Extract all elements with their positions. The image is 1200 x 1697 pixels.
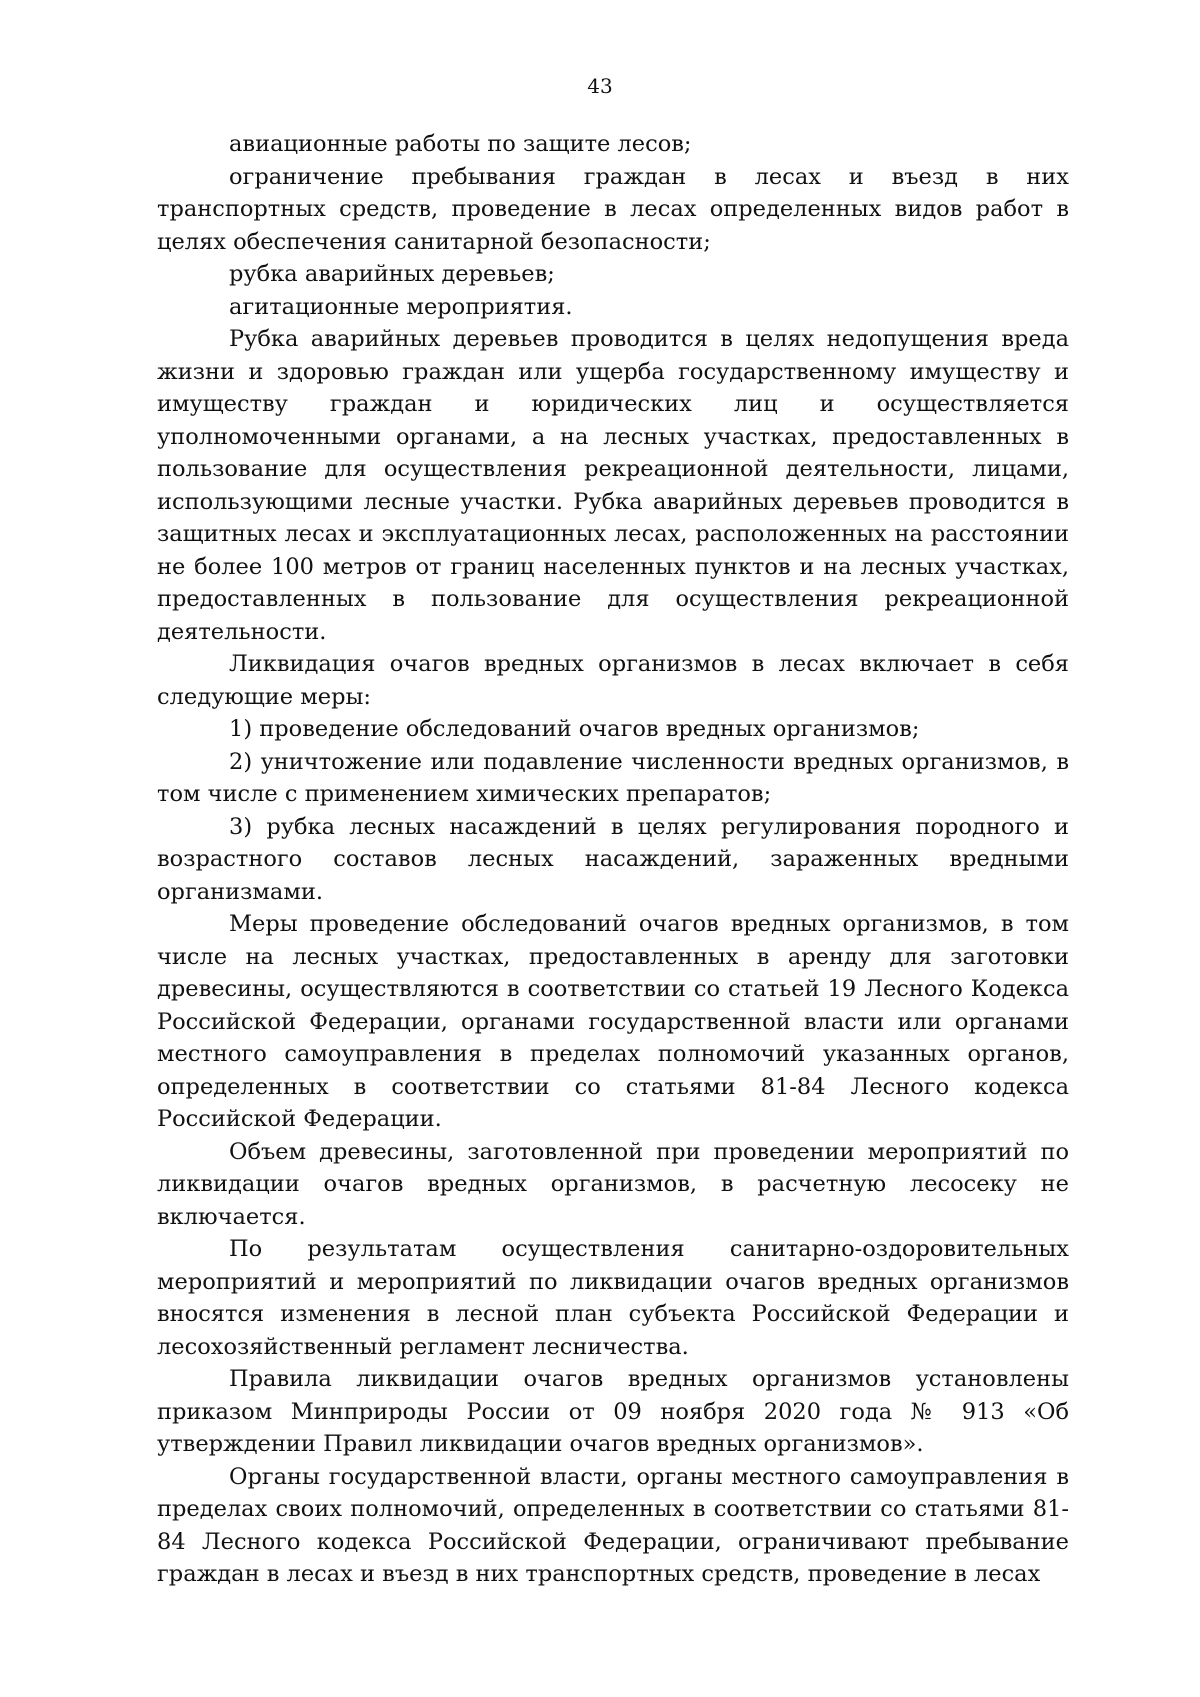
paragraph: агитационные мероприятия. [229, 293, 573, 320]
paragraph: ограничение пребывания граждан в лесах и въезд в них транспортных средств, проведение в лесах определенных видов работ в целях обеспечения санитарной безопасности; [157, 163, 1069, 255]
document-body [157, 128, 1069, 1591]
list-item: 2) уничтожение или подавление численности вредных организмов, в том числе с применением химических препаратов; [157, 748, 1069, 807]
paragraph: Правила ликвидации очагов вредных организмов установлены приказом Минприроды России от 09 ноября 2020 года № 913 «Об утверждении Правил ликвидации очагов вредных организмов». [157, 1366, 1069, 1457]
paragraph: рубка аварийных деревьев; [229, 261, 555, 287]
paragraph: Органы государственной власти, органы местного самоуправления в пределах своих полномочий, определенных в соответствии со статьями 81-84 Лесного кодекса Российской Федерации, ограничивают пребывание граждан в лесах и въезд в них транспортных средств, проведение в лесах [157, 1463, 1069, 1587]
paragraph: авиационные работы по защите лесов; [229, 131, 692, 157]
paragraph: Рубка аварийных деревьев проводится в целях недопущения вреда жизни и здоровью граждан или ущерба государственному имуществу и имуществу граждан и юридических лиц и осуществляется уполномоченными органами, а на лесных участках, предоставленных в пользование для осуществления рекреационной деятельности, лицами, использующими лесные участки. Рубка аварийных деревьев проводится в защитных лесах и эксплуатационных лесах, расположенных на расстоянии не более 100 метров от границ населенных пунктов и на лесных участках, предоставленных в пользование для осуществления рекреационной деятельности. [157, 326, 1069, 645]
paragraph: Ликвидация очагов вредных организмов в лесах включает в себя следующие меры: [157, 651, 1069, 710]
paragraph: Объем древесины, заготовленной при проведении мероприятий по ликвидации очагов вредных организмов, в расчетную лесосеку не включается. [157, 1138, 1069, 1230]
list-item: 1) проведение обследований очагов вредных организмов; [229, 716, 920, 742]
list-item: 3) рубка лесных насаждений в целях регулирования породного и возрастного составов лесных насаждений, зараженных вредными организмами. [157, 813, 1069, 905]
paragraph: По результатам осуществления санитарно-оздоровительных мероприятий и мероприятий по ликвидации очагов вредных организмов вносятся изменения в лесной план субъекта Российской Федерации и лесохозяйственный регламент лесничества. [157, 1236, 1069, 1360]
page-number: 43 [587, 74, 613, 98]
paragraph: Меры проведение обследований очагов вредных организмов, в том числе на лесных участках, предоставленных в аренду для заготовки древесины, осуществляются в соответствии со статьей 19 Лесного Кодекса Российской Федерации, органами государственной власти или органами местного самоуправления в пределах полномочий указанных органов, определенных в соответствии со статьями 81-84 Лесного кодекса Российской Федерации. [157, 911, 1069, 1132]
